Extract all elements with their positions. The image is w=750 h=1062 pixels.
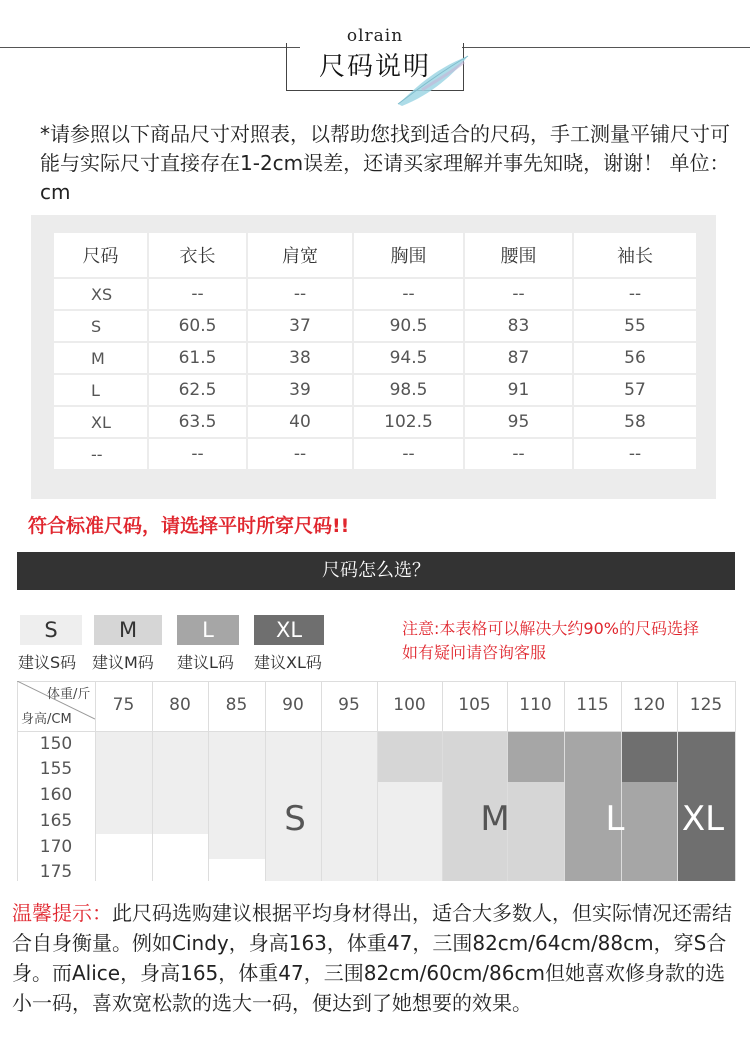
table-cell: L	[54, 375, 147, 405]
table-row	[54, 343, 696, 373]
legend-label: 建议L码	[177, 653, 234, 672]
grid-cell	[95, 859, 152, 881]
grid-cell	[265, 756, 321, 782]
header-cell: 衣长	[149, 233, 246, 277]
weight-tick: 85	[225, 695, 248, 715]
table-cell: --	[248, 439, 352, 469]
grid-cell	[95, 731, 152, 756]
table-cell: --	[354, 279, 463, 309]
table-cell: 63.5	[149, 407, 246, 437]
grid-cell	[677, 756, 735, 782]
weight-tick: 120	[632, 695, 666, 715]
grid-cell	[507, 859, 564, 881]
grid-cell	[265, 731, 321, 756]
table-cell: 83	[465, 311, 572, 341]
table-cell: 40	[248, 407, 352, 437]
header-cell: 胸围	[354, 233, 463, 277]
size-table-panel	[31, 215, 716, 499]
table-cell: 38	[248, 343, 352, 373]
grid-label-m: M	[480, 799, 510, 839]
grid-cell	[442, 756, 507, 782]
header-cell: 腰围	[465, 233, 572, 277]
grid-cell	[95, 756, 152, 782]
table-cell: XL	[54, 407, 147, 437]
grid-vline	[735, 681, 736, 881]
grid-cell	[152, 756, 208, 782]
table-row	[54, 439, 696, 469]
weight-tick: 90	[282, 695, 304, 715]
grid-cell	[321, 756, 377, 782]
table-cell: 61.5	[149, 343, 246, 373]
height-tick: 165	[39, 811, 73, 831]
table-cell: --	[574, 439, 696, 469]
grid-cell	[152, 808, 208, 834]
legend-label: 建议S码	[18, 653, 77, 672]
grid-cell	[377, 782, 442, 808]
table-cell: 91	[465, 375, 572, 405]
table-cell: 62.5	[149, 375, 246, 405]
weight-tick: 95	[338, 695, 360, 715]
weight-tick: 80	[169, 695, 191, 715]
grid-cell	[321, 808, 377, 834]
table-cell: M	[54, 343, 147, 373]
brand-logo: olrain	[346, 26, 404, 46]
legend-swatch-l: L	[177, 615, 239, 645]
table-cell: --	[465, 439, 572, 469]
table-cell: 87	[465, 343, 572, 373]
tips-body: 此尺码选购建议根据平均身材得出，适合大多数人，但实际情况还需结合自身衡量。例如Cindy，身高163，体重47，三围82cm/64cm/88cm，穿S合身。而Alice，身高165，体重47，三围82cm/60cm/86cm但她喜欢修身款的选小一码，喜欢宽松款的选大一码，便达到了她想要的效果。	[12, 901, 732, 1015]
grid-cell	[152, 731, 208, 756]
grid-cell	[377, 808, 442, 834]
size-table	[52, 231, 698, 471]
legend-label: 建议XL码	[254, 653, 322, 672]
grid-cell	[95, 834, 152, 859]
grid-cell	[621, 859, 677, 881]
table-row	[54, 311, 696, 341]
grid-cell	[95, 808, 152, 834]
table-cell: --	[574, 279, 696, 309]
corner-height-label: 身高/CM	[21, 712, 72, 727]
table-cell: 55	[574, 311, 696, 341]
weight-tick: 105	[458, 695, 491, 715]
table-cell: 39	[248, 375, 352, 405]
grid-hline	[17, 731, 735, 732]
table-cell: 102.5	[354, 407, 463, 437]
tips-text	[12, 898, 740, 1018]
table-cell: 95	[465, 407, 572, 437]
table-row	[54, 279, 696, 309]
table-cell: --	[54, 439, 147, 469]
grid-cell	[621, 731, 677, 756]
grid-cell	[564, 756, 621, 782]
table-cell: 56	[574, 343, 696, 373]
grid-cell	[321, 782, 377, 808]
legend-swatch-xl: XL	[254, 615, 324, 645]
grid-cell	[377, 834, 442, 859]
page-title: 尺码说明	[318, 52, 431, 82]
grid-cell	[442, 859, 507, 881]
table-cell: --	[248, 279, 352, 309]
grid-cell	[208, 859, 265, 881]
table-cell: 94.5	[354, 343, 463, 373]
grid-cell	[208, 834, 265, 859]
standard-size-note: 符合标准尺码，请选择平时所穿尺码!!	[28, 515, 350, 537]
height-tick: 170	[39, 837, 73, 857]
legend-label: 建议M码	[92, 653, 154, 672]
weight-tick: 110	[519, 695, 552, 715]
table-cell: --	[465, 279, 572, 309]
table-cell: 60.5	[149, 311, 246, 341]
grid-cell	[377, 731, 442, 756]
header-rule-left	[0, 47, 300, 48]
table-cell: --	[149, 439, 246, 469]
height-tick: 155	[39, 759, 73, 779]
table-row	[54, 407, 696, 437]
grid-cell	[677, 859, 735, 881]
table-cell: 58	[574, 407, 696, 437]
weight-tick: 75	[112, 695, 135, 715]
grid-cell	[208, 731, 265, 756]
grid-label-xl: XL	[681, 799, 725, 839]
grid-cell	[208, 756, 265, 782]
legend-swatch-m: M	[94, 615, 162, 645]
grid-cell	[507, 756, 564, 782]
table-cell: 37	[248, 311, 352, 341]
grid-cell	[507, 731, 564, 756]
grid-cell	[442, 731, 507, 756]
grid-cell	[321, 731, 377, 756]
grid-cell	[564, 859, 621, 881]
table-cell: XS	[54, 279, 147, 309]
notice-line: 如有疑问请咨询客服	[402, 643, 547, 662]
table-cell: S	[54, 311, 147, 341]
table-cell: --	[149, 279, 246, 309]
legend-swatch-s: S	[20, 615, 82, 645]
intro-text: *请参照以下商品尺寸对照表，以帮助您找到适合的尺码，手工测量平铺尺寸可能与实际尺寸直接存在1-2cm误差，还请买家理解并事先知晓，谢谢！ 单位：cm	[40, 122, 730, 204]
grid-cell	[321, 834, 377, 859]
grid-cell	[377, 859, 442, 881]
weight-tick: 125	[689, 695, 723, 715]
tips-heading: 温馨提示：	[12, 901, 112, 925]
grid-label-s: S	[284, 799, 306, 839]
height-tick: 150	[39, 734, 73, 754]
header-cell: 尺码	[54, 233, 147, 277]
grid-cell	[564, 731, 621, 756]
table-cell: 57	[574, 375, 696, 405]
weight-tick: 115	[576, 695, 609, 715]
header-cell: 袖长	[574, 233, 696, 277]
grid-cell	[208, 782, 265, 808]
grid-cell	[377, 756, 442, 782]
grid-cell	[265, 859, 321, 881]
table-cell: --	[354, 439, 463, 469]
grid-cell	[95, 782, 152, 808]
grid-cell	[208, 808, 265, 834]
corner-weight-label: 体重/斤	[47, 687, 91, 702]
weight-tick: 100	[393, 695, 426, 715]
section-title-band: 尺码怎么选？	[17, 552, 735, 590]
header-rule-right	[462, 47, 750, 48]
height-tick: 175	[39, 862, 73, 882]
grid-cell	[677, 731, 735, 756]
table-row	[54, 375, 696, 405]
grid-hline	[17, 681, 735, 682]
grid-cell	[621, 756, 677, 782]
table-cell: 90.5	[354, 311, 463, 341]
grid-label-l: L	[605, 799, 625, 839]
header-cell: 肩宽	[248, 233, 352, 277]
grid-cell	[321, 859, 377, 881]
table-cell: 98.5	[354, 375, 463, 405]
size-table-header	[54, 233, 696, 277]
notice-line: 注意:本表格可以解决大约90%的尺码选择	[402, 619, 699, 638]
grid-cell	[152, 782, 208, 808]
notice-text	[402, 617, 742, 665]
size-recommendation-grid	[17, 681, 735, 881]
grid-cell	[152, 859, 208, 881]
grid-cell	[152, 834, 208, 859]
height-tick: 160	[39, 785, 73, 805]
